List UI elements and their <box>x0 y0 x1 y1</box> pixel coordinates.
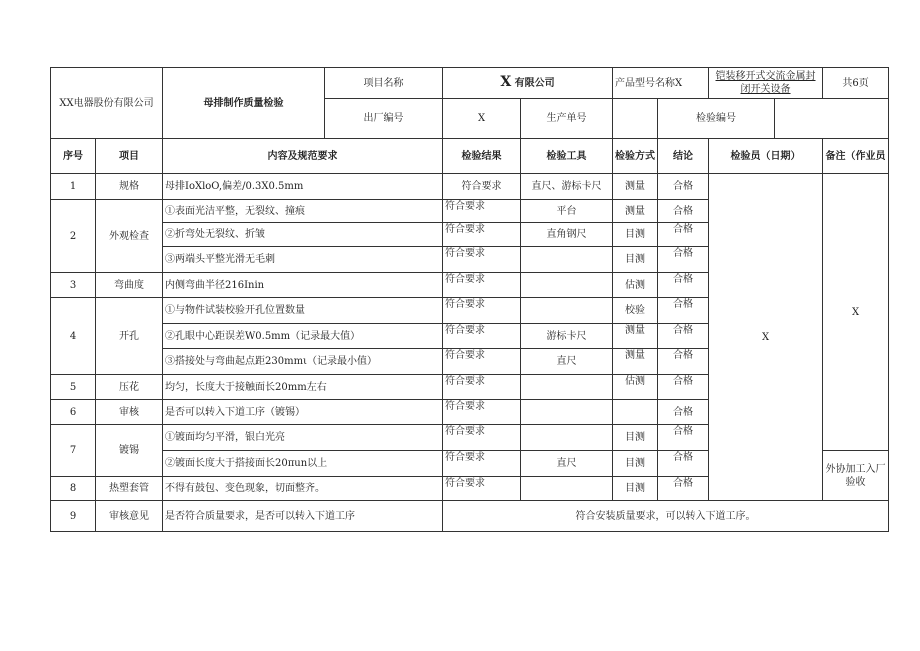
row-item: 审核 <box>96 400 163 425</box>
row-tool <box>521 425 613 451</box>
col-content: 内容及规范要求 <box>163 139 443 174</box>
row-result: 符合要求 <box>443 425 521 451</box>
row-content: 不得有鼓包、变色现象，切面整齐。 <box>163 477 443 501</box>
review-opinion: 符合安装质量要求，可以转入下道工序。 <box>443 501 889 532</box>
row-seq: 1 <box>51 174 96 200</box>
project-name-label: 项目名称 <box>325 68 443 99</box>
row-result: 符合要求 <box>443 324 521 349</box>
row-seq: 6 <box>51 400 96 425</box>
row-method <box>613 400 658 425</box>
row-result: 符合要求 <box>443 477 521 501</box>
column-header-row <box>51 139 889 174</box>
review-seq: 9 <box>51 501 96 532</box>
row-content: 是否可以转入下道工序（镀锡） <box>163 400 443 425</box>
col-seq: 序号 <box>51 139 96 174</box>
row-method: 目测 <box>613 247 658 273</box>
row-tool: 直尺 <box>521 349 613 375</box>
product-model-label: 产品型号名称X <box>613 68 709 99</box>
col-inspector: 检验员（日期） <box>709 139 823 174</box>
row-conclusion: 合格 <box>658 451 709 477</box>
col-remark: 备注（作业员 <box>823 139 889 174</box>
row-tool: 直尺、游标卡尺 <box>521 174 613 200</box>
row-tool <box>521 400 613 425</box>
row-content: ③搭接处与弯曲起点距230mmι（记录最小值） <box>163 349 443 375</box>
row-seq: 7 <box>51 425 96 477</box>
factory-no-value: X <box>443 99 521 139</box>
row-seq: 5 <box>51 375 96 400</box>
row-tool: 游标卡尺 <box>521 324 613 349</box>
inspection-no-value <box>775 99 889 139</box>
row-method: 估测 <box>613 273 658 298</box>
row-conclusion: 合格 <box>658 477 709 501</box>
row-conclusion: 合格 <box>658 400 709 425</box>
order-no-label: 生产单号 <box>521 99 613 139</box>
row-item: 压花 <box>96 375 163 400</box>
row-method: 测量 <box>613 349 658 375</box>
col-result: 检验结果 <box>443 139 521 174</box>
row-conclusion: 合格 <box>658 200 709 223</box>
row-tool <box>521 477 613 501</box>
row-content: ②镀面长度大于搭接面长20πun以上 <box>163 451 443 477</box>
row-content: ①表面光洁平整，无裂纹、撞痕 <box>163 200 443 223</box>
row-result: 符合要求 <box>443 375 521 400</box>
row-tool: 平台 <box>521 200 613 223</box>
row-tool <box>521 273 613 298</box>
row-tool: 直尺 <box>521 451 613 477</box>
col-method: 检验方式 <box>613 139 658 174</box>
inspection-no-label: 检验编号 <box>658 99 775 139</box>
row-content: ①镀面均匀平滑，银白光亮 <box>163 425 443 451</box>
row-result: 符合要求 <box>443 273 521 298</box>
row-content: ②折弯处无裂纹、折皱 <box>163 223 443 247</box>
product-model-value: 铠装移开式交流金属封闭开关设备 <box>709 68 823 99</box>
row-tool <box>521 247 613 273</box>
row-result: 符合要求 <box>443 400 521 425</box>
row-conclusion: 合格 <box>658 349 709 375</box>
row-content: ③两端头平整光滑无毛刺 <box>163 247 443 273</box>
row-conclusion: 合格 <box>658 375 709 400</box>
row-result: 符合要求 <box>443 451 521 477</box>
row-tool <box>521 375 613 400</box>
row-method: 目测 <box>613 223 658 247</box>
header-row-1 <box>51 68 889 99</box>
row-conclusion: 合格 <box>658 298 709 324</box>
row-content: ①与物件试装校验开孔位置数量 <box>163 298 443 324</box>
review-item: 审核意见 <box>96 501 163 532</box>
row-seq: 2 <box>51 200 96 273</box>
inspector-cell: X <box>709 174 823 501</box>
row-result: 符合要求 <box>443 298 521 324</box>
row-method: 目测 <box>613 477 658 501</box>
row-method: 目测 <box>613 451 658 477</box>
row-tool: 直角钢尺 <box>521 223 613 247</box>
row-conclusion: 合格 <box>658 324 709 349</box>
row-method: 测量 <box>613 200 658 223</box>
remark-cell: X <box>823 174 889 451</box>
row-content: 母排IoXloO,偏差/0.3X0.5mm <box>163 174 443 200</box>
row-method: 校验 <box>613 298 658 324</box>
row-conclusion: 合格 <box>658 174 709 200</box>
row-item: 开孔 <box>96 298 163 375</box>
row-result: 符合要求 <box>443 223 521 247</box>
project-name-value: X 有限公司 <box>443 68 613 99</box>
col-tool: 检验工具 <box>521 139 613 174</box>
row-content: ②孔眼中心距误差W0.5mm（记录最大值） <box>163 324 443 349</box>
row-item: 规格 <box>96 174 163 200</box>
row-method: 测量 <box>613 324 658 349</box>
row-seq: 4 <box>51 298 96 375</box>
row-result: 符合要求 <box>443 174 521 200</box>
row-seq: 3 <box>51 273 96 298</box>
table-row <box>51 174 889 200</box>
company-name: XX电器股份有限公司 <box>51 68 163 139</box>
row-conclusion: 合格 <box>658 223 709 247</box>
row-item: 热塑套管 <box>96 477 163 501</box>
row-tool <box>521 298 613 324</box>
col-conclusion: 结论 <box>658 139 709 174</box>
col-item: 项目 <box>96 139 163 174</box>
order-no-value <box>613 99 658 139</box>
row-content: 内侧弯曲半径216Inin <box>163 273 443 298</box>
row-conclusion: 合格 <box>658 273 709 298</box>
row-result: 符合要求 <box>443 349 521 375</box>
remark-outsource: 外协加工入厂验收 <box>823 451 889 501</box>
row-item: 外观检查 <box>96 200 163 273</box>
row-method: 估测 <box>613 375 658 400</box>
review-content: 是否符合质量要求，是否可以转入下道工序 <box>163 501 443 532</box>
row-item: 弯曲度 <box>96 273 163 298</box>
inspection-sheet <box>50 67 889 532</box>
total-pages: 共6页 <box>823 68 889 99</box>
row-method: 测量 <box>613 174 658 200</box>
review-row <box>51 501 889 532</box>
row-method: 目测 <box>613 425 658 451</box>
row-seq: 8 <box>51 477 96 501</box>
row-conclusion: 合格 <box>658 425 709 451</box>
row-conclusion: 合格 <box>658 247 709 273</box>
factory-no-label: 出厂编号 <box>325 99 443 139</box>
row-result: 符合要求 <box>443 247 521 273</box>
sheet-title: 母排制作质量检验 <box>163 68 325 139</box>
row-content: 均匀，长度大于接触面长20mm左右 <box>163 375 443 400</box>
row-item: 镀锡 <box>96 425 163 477</box>
row-result: 符合要求 <box>443 200 521 223</box>
